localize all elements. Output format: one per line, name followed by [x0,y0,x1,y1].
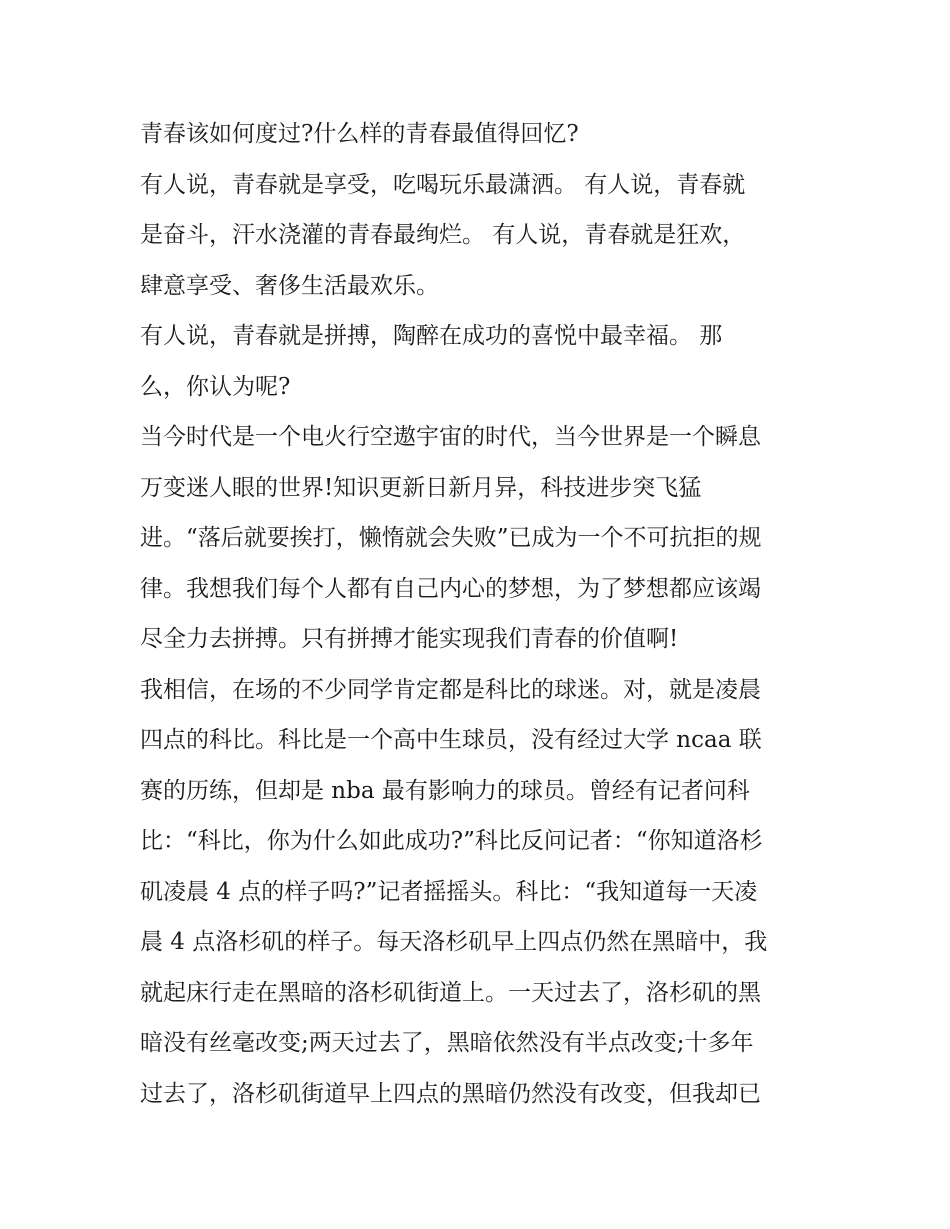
text-line: 律。我想我们每个人都有自己内心的梦想，为了梦想都应该竭 [140,575,761,602]
text-line: 肆意享受、奢侈生活最欢乐。 [140,272,439,299]
text-line: 四点的科比。科比是一个高中生球员，没有经过大学 ncaa 联 [140,727,762,753]
text-line: 暗没有丝毫改变;两天过去了，黑暗依然没有半点改变;十多年 [140,1030,754,1056]
text-line: 晨 4 点洛杉矶的样子。每天洛杉矶早上四点仍然在黑暗中，我 [140,929,768,955]
text-line: 过去了，洛杉矶街道早上四点的黑暗仍然没有改变，但我却已 [140,1080,761,1107]
text-line: 有人说，青春就是拼搏，陶醉在成功的喜悦中最幸福。 那 [140,323,723,349]
text-line: 青春该如何度过?什么样的青春最值得回忆? [140,121,579,147]
text-line: 赛的历练，但却是 nba 最有影响力的球员。曾经有记者问科 [140,777,750,804]
text-line: 比：“科比，你为什么如此成功?”科比反问记者：“你知道洛杉 [140,828,763,854]
text-line: 有人说，青春就是享受，吃喝玩乐最潇洒。 有人说，青春就 [140,171,746,198]
text-line: 是奋斗，汗水浇灌的青春最绚烂。 有人说，青春就是狂欢， [140,222,746,248]
text-line: 么，你认为呢? [140,373,291,400]
text-line: 矶凌晨 4 点的样子吗?”记者摇摇头。科比：“我知道每一天凌 [140,878,758,905]
text-line: 尽全力去拼搏。只有拼搏才能实现我们青春的价值啊! [140,626,679,652]
text-line: 进。“落后就要挨打，懒惰就会失败”已成为一个不可抗拒的规 [140,525,762,551]
body-text [140,109,820,1119]
text-line: 当今时代是一个电火行空遨宇宙的时代，当今世界是一个瞬息 [140,424,761,450]
text-line: 万变迷人眼的世界!知识更新日新月异，科技进步突飞猛 [140,474,702,501]
text-line: 就起床行走在黑暗的洛杉矶街道上。一天过去了，洛杉矶的黑 [140,979,761,1006]
text-line: 我相信，在场的不少同学肯定都是科比的球迷。对，就是凌晨 [140,676,761,703]
